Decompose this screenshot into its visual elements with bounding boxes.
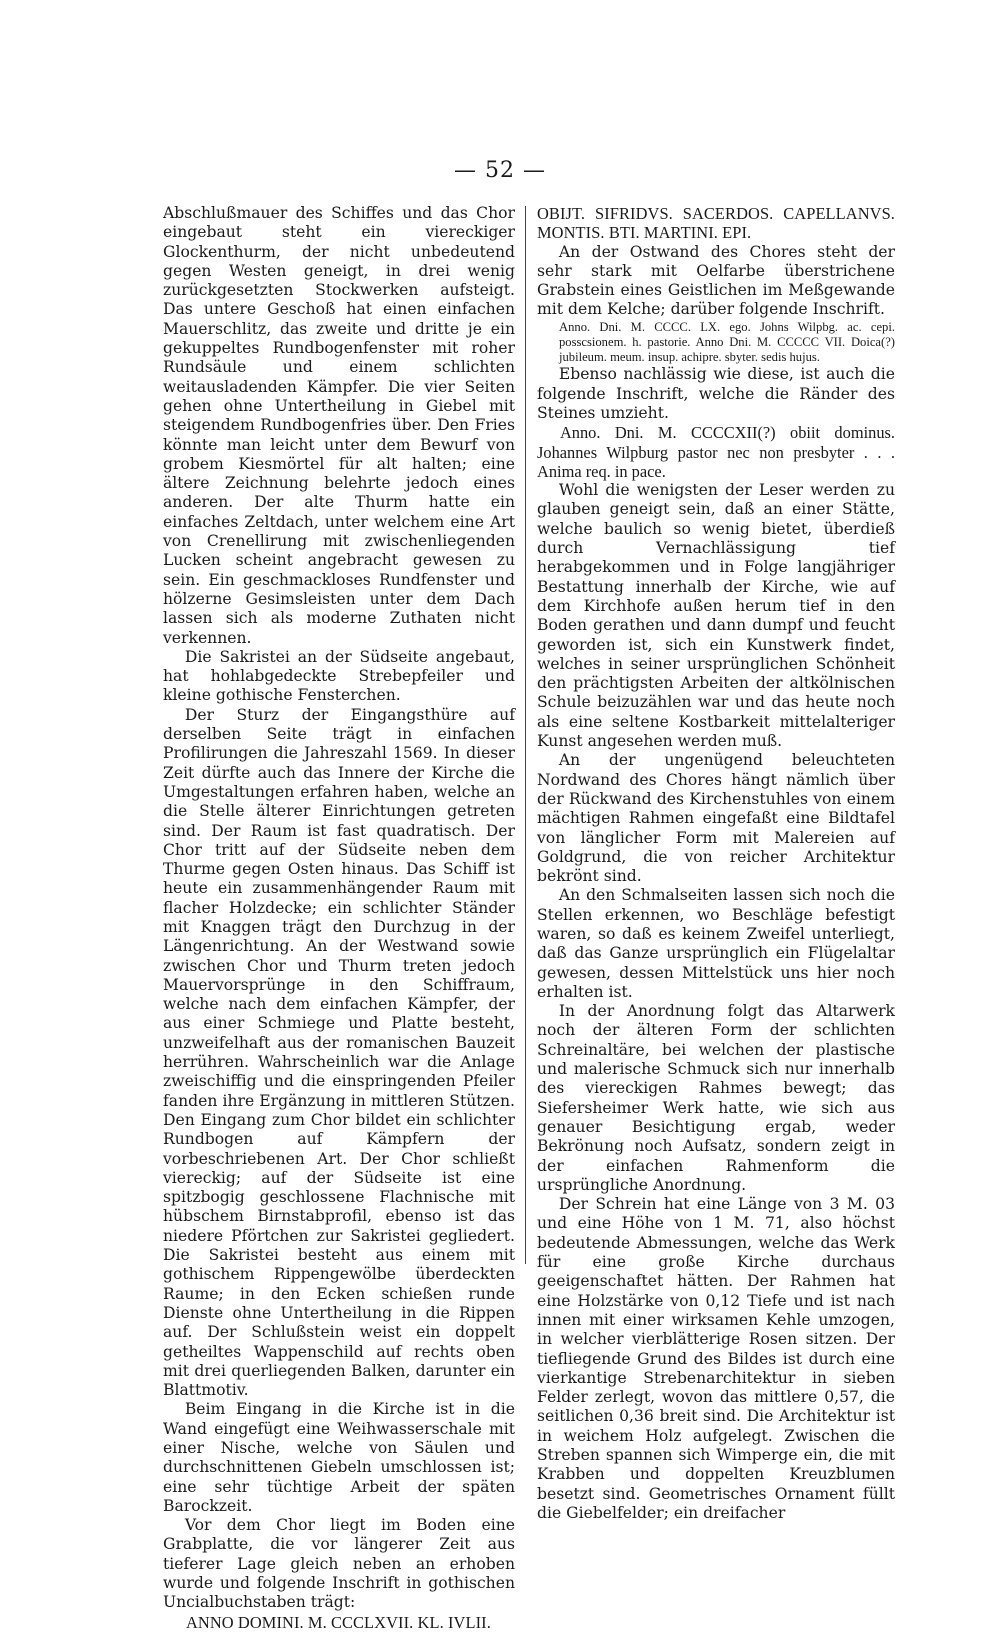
page-number: — 52 — [454,158,546,183]
paragraph: An der ungenügend beleuchteten Nordwand des Chores hängt nämlich über der Rückwand des Kirchenstuhles von einem mächtigen Rahmen eingefaßt eine Bildtafel von länglicher Form mit Malereien auf Goldgrund, die von reicher Architektur bekrönt sind. [537,751,895,886]
paragraph: Vor dem Chor liegt im Boden eine Grabplatte, die vor längerer Zeit aus tieferer Lage gleich neben an erhoben wurde und folgende Inschrift in gothischen Uncialbuchstaben trägt: [163,1516,515,1612]
paragraph: In der Anordnung folgt das Altarwerk noch der älteren Form der schlichten Schreinaltäre, bei welchen der plastische und malerische Schmuck sich nur innerhalb des viereckigen Rahmes bewegt; das Siefersheimer Werk hatte, wie sich aus genauer Besichtigung ergab, weder Bekrönung noch Aufsatz, sondern zeigt in der einfachen Rahmenform die ursprüngliche Anordnung. [537,1002,895,1194]
paragraph: Der Sturz der Eingangsthüre auf derselben Seite trägt in einfachen Profilirungen die Jahreszahl 1569. In dieser Zeit dürfte auch das Innere der Kirche die Umgestaltungen erfahren haben, welche an die Stelle älterer Einrichtungen getreten sind. Der Raum ist fast quadratisch. Der Chor tritt auf der Südseite neben dem Thurme gegen Osten hinaus. Das Schiff ist heute ein zusammenhängender Raum mit flacher Holzdecke; ein schlichter Ständer mit Knaggen trägt den Durchzug in der Längenrichtung. An der Westwand sowie zwischen Chor und Thurm treten jedoch Mauervorsprünge in den Schiffraum, welche nach dem einfachen Kämpfer, der aus einer Schmiege und Platte besteht, unzweifelhaft aus der romanischen Bauzeit herrühren. Wahrscheinlich war die Anlage zweischiffig und die einspringenden Pfeiler fanden ihre Ergänzung in mittleren Stützen. Den Eingang zum Chor bildet ein schlichter Rundbogen auf Kämpfern der vorbeschriebenen Art. Der Chor schließt viereckig; auf der Südseite ist eine spitzbogig geschlossene Flachnische mit hübschem Birnstabprofil, ebenso ist das niedere Pförtchen zur Sakristei gegliedert. Die Sakristei besteht aus einem mit gothischem Rippengewölbe überdeckten Raume; in den Ecken schießen runde Dienste ohne Untertheilung in die Rippen auf. Der Schlußstein weist ein doppelt getheiltes Wappenschild auf rechts oben mit drei querliegenden Balken, darunter ein Blattmotiv. [163,705,515,1400]
column-divider [525,206,526,1264]
inscription-wilpburg-small: Anno. Dni. M. CCCC. LX. ego. Johns Wilpbg. ac. cepi. posscsionem. h. pastorie. Anno Dni. M. CCCCC VII. Doica(?) jubileum. meum. insup. achipre. sbyter. sedis hujus. [559,319,895,365]
paragraph: Wohl die wenigsten der Leser werden zu glauben geneigt sein, daß an einer Stätte, welche baulich so wenig bietet, überdieß durch Vernachlässigung tief herabgekommen und in Folge langjähriger Bestattung innerhalb der Kirche, wie auf dem Kirchhofe außen herum tief in den Boden gerathen und dann dumpf und feucht geworden ist, sich ein Kunstwerk findet, welches in seiner ursprünglichen Schönheit den prächtigsten Arbeiten der altkölnischen Schule beizuzählen war und das heute noch als eine seltene Kostbarkeit mittelalteriger Kunst angesehen werden muß. [537,481,895,751]
paragraph: Ebenso nachlässig wie diese, ist auch die folgende Inschrift, welche die Ränder des Steines umzieht. [537,365,895,422]
paragraph: Der Schrein hat eine Länge von 3 M. 03 und eine Höhe von 1 M. 71, also höchst bedeutende Abmessungen, welche das Werk für eine große Kirche durchaus geeigenschaftet hätten. Der Rahmen hat eine Holzstärke von 0,12 Tiefe und ist nach innen mit einer wirksamen Kehle umzogen, in welcher vierblätterige Rosen sitzen. Der tiefliegende Grund des Bildes ist durch eine vierkantige Strebenarchitektur in sieben Felder zerlegt, wovon das mittlere 0,57, die seitlichen 0,36 breit sind. Die Architektur ist in weichem Holz aufgelegt. Zwischen die Streben spannen sich Wimperge ein, die mit Krabben und doppelten Kreuzblumen besetzt sind. Geometrisches Ornament füllt die Giebelfelder; ein dreifacher [537,1195,895,1522]
paragraph: Die Sakristei an der Südseite angebaut, hat hohlabgedeckte Strebepfeiler und kleine gothische Fensterchen. [163,647,515,705]
right-column [537,204,895,1522]
paragraph: Beim Eingang in die Kirche ist in die Wand eingefügt eine Weihwasserschale mit einer Nische, welche von Säulen und durchschnittenen Giebeln umschlossen ist; eine sehr tüchtige Arbeit der späten Barockzeit. [163,1400,515,1515]
left-column [163,204,515,1632]
inscription-sifridus: OBIJT. SIFRIDVS. SACERDOS. CAPELLANVS. MONTIS. BTI. MARTINI. EPI. [537,204,895,243]
inscription-line: ANNO DOMINI. M. CCCLXVII. KL. IVLII. [185,1612,491,1632]
inscription-wilpburg: Anno. Dni. M. CCCCXII(?) obiit dominus. Johannes Wilpburg pastor nec non presbyter . . . Anima req. in pace. [537,423,895,481]
paragraph: Abschlußmauer des Schiffes und das Chor eingebaut steht ein viereckiger Glockenthurm, der nicht unbedeutend gegen Westen geneigt, in drei wenig zurückgesetzten Stockwerken aufsteigt. Das untere Geschoß hat einen einfachen Mauerschlitz, das zweite und dritte je ein gekuppeltes Rundbogenfenster mit roher Rundsäule und einem schlichten weitausladenden Kämpfer. Die vier Seiten gehen ohne Untertheilung in Giebel mit steigendem Rundbogenfries über. Den Fries könnte man leicht unter dem Bewurf von grobem Kiesmörtel für alt halten; eine ältere Zeichnung belehrte jedoch eines anderen. Der alte Thurm hatte ein einfaches Zeltdach, unter welchem eine Art von Crenellirung mit zwischenliegenden Lucken scheint angebracht gewesen zu sein. Ein geschmackloses Rundfenster und hölzerne Gesimsleisten unter dem Dach lassen sich als moderne Zuthaten nicht verkennen. [163,204,515,647]
paragraph: An den Schmalseiten lassen sich noch die Stellen erkennen, wo Beschläge befestigt waren, so daß es keinem Zweifel unterliegt, daß das Ganze ursprünglich ein Flügelaltar gewesen, dessen Mittelstück uns hier noch erhalten ist. [537,886,895,1001]
paragraph: An der Ostwand des Chores steht der sehr stark mit Oelfarbe überstrichene Grabstein eines Geistlichen im Meßgewande mit dem Kelche; darüber folgende Inschrift. [537,242,895,319]
